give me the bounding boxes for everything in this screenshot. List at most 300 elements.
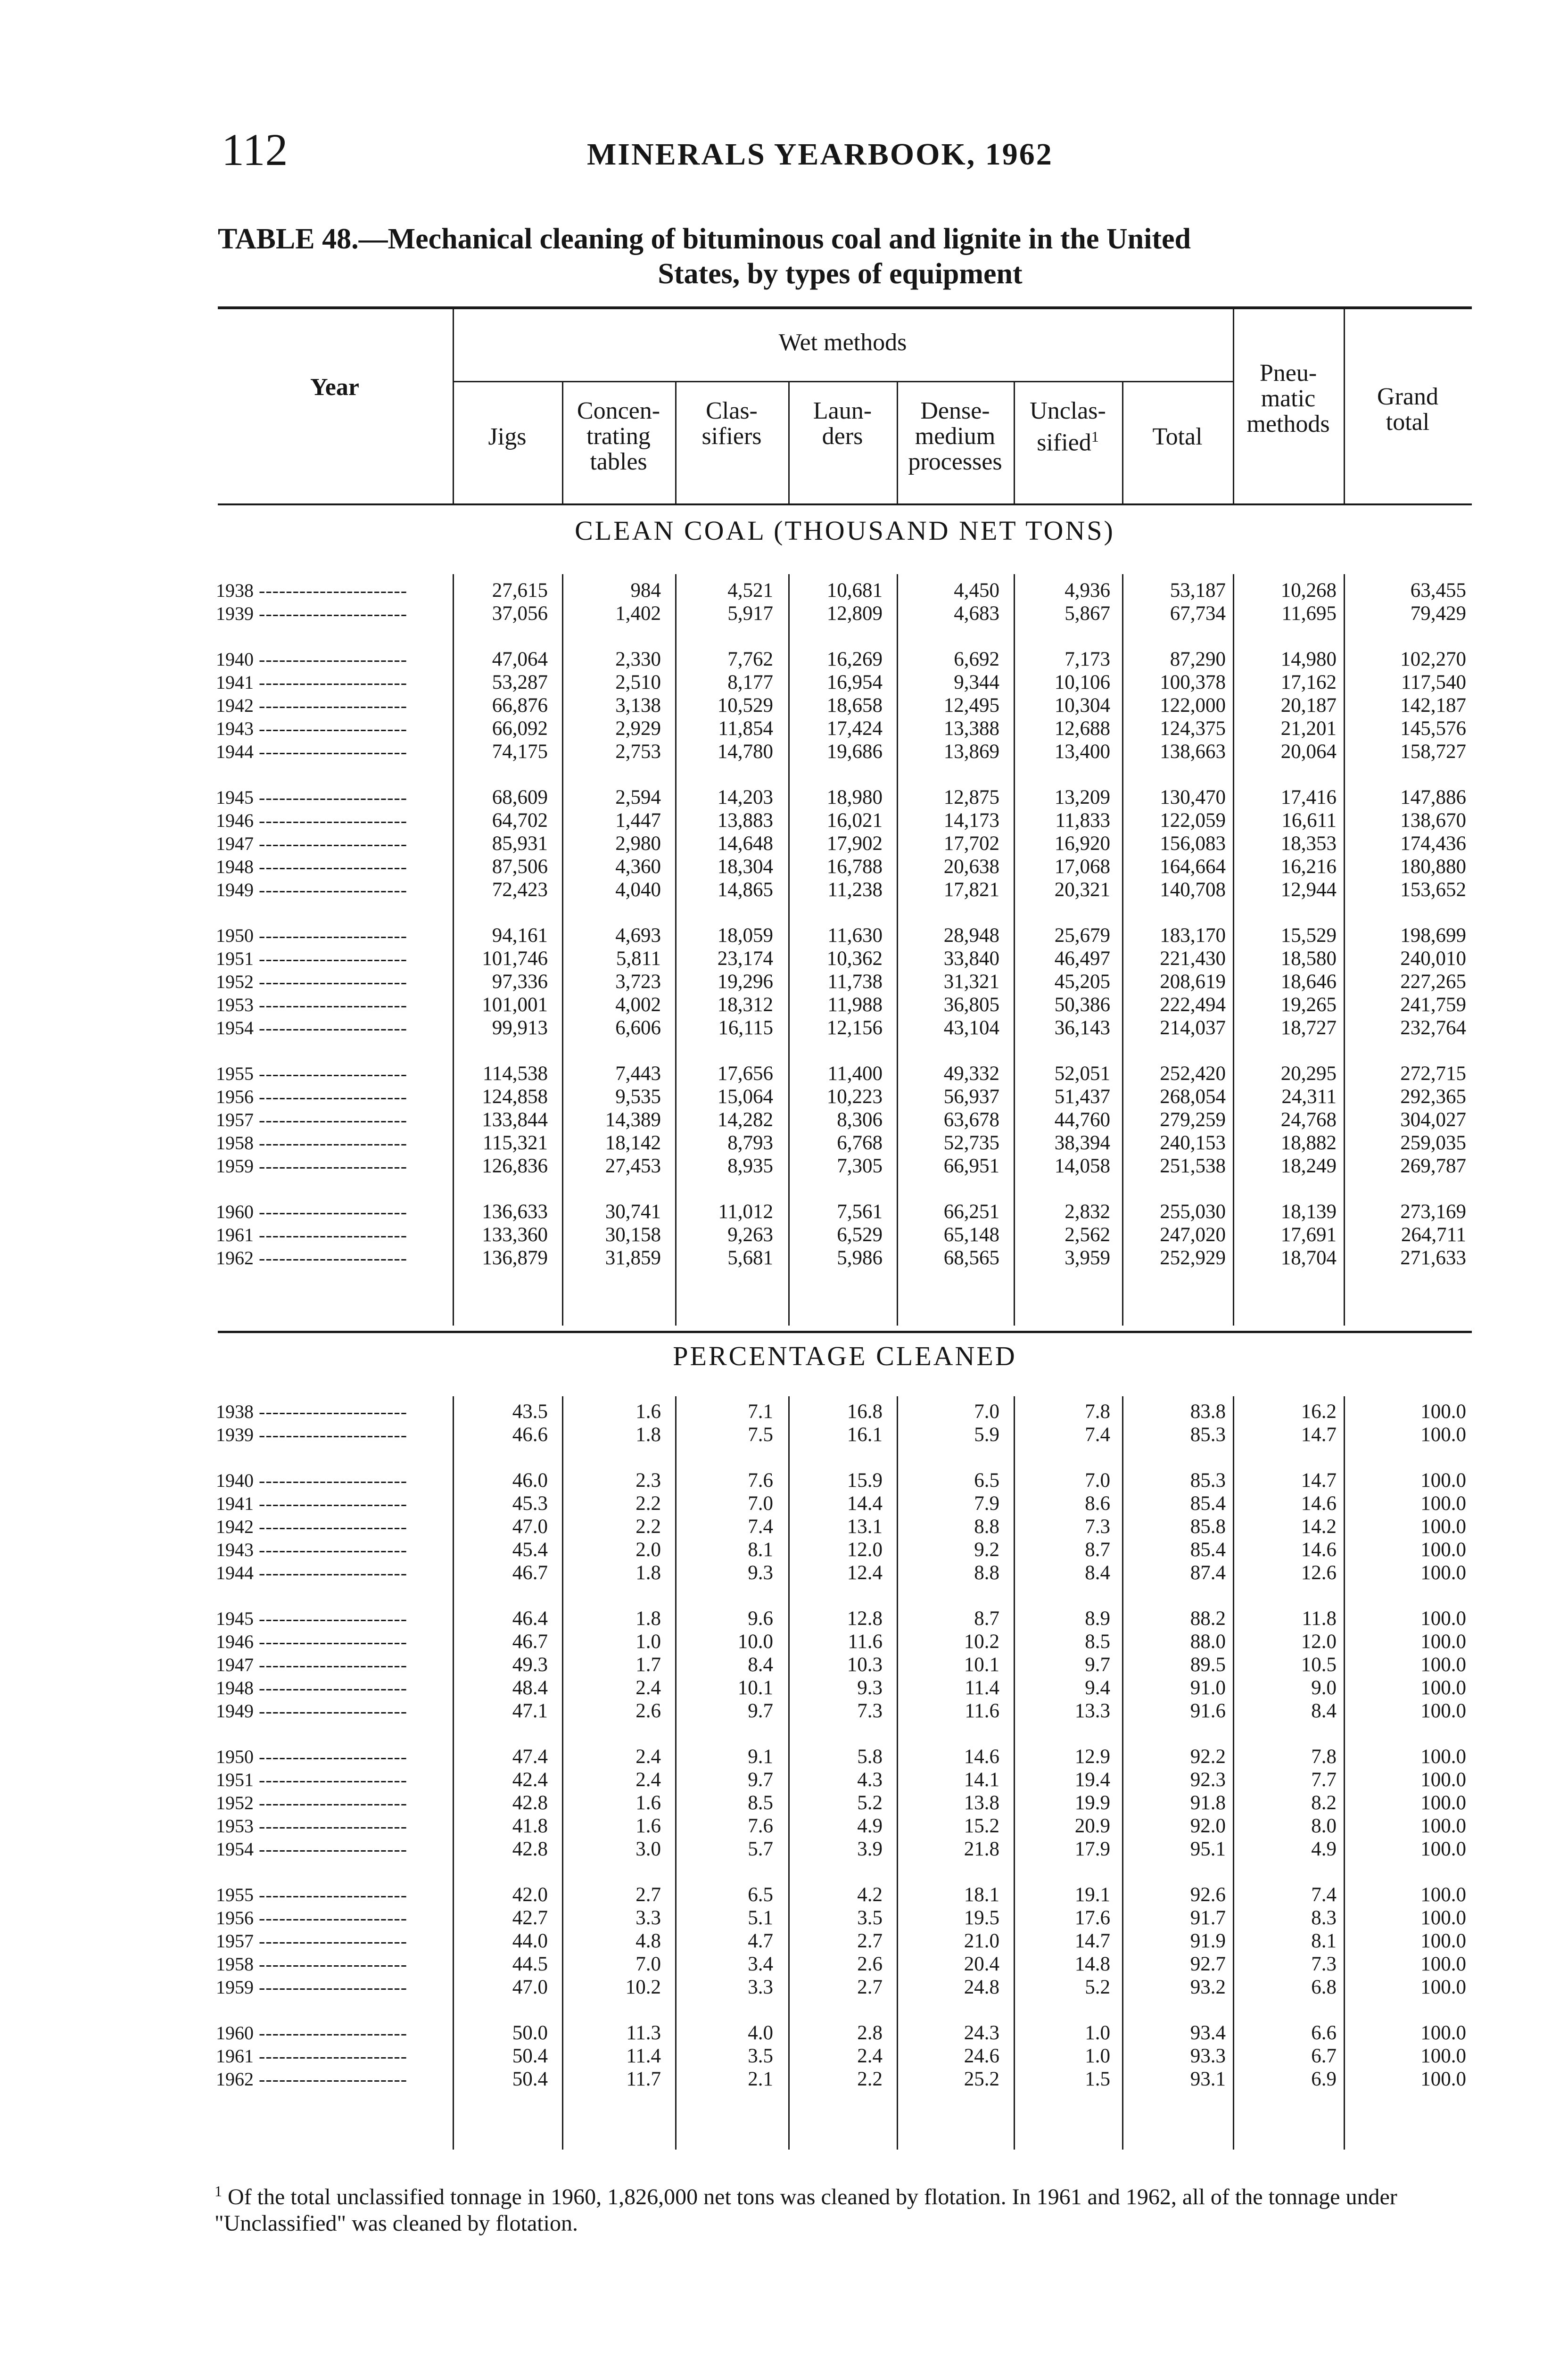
row-year-label: 1939: [216, 603, 254, 624]
cell-grand-total: 100.0: [1420, 2068, 1466, 2090]
cell-total: 100,378: [1160, 671, 1226, 693]
dot-leader: ----------------------: [254, 2022, 408, 2044]
section-rule: [218, 1331, 1472, 1333]
row-year-label: 1961: [216, 2045, 254, 2067]
cell-concentrating-tables: 11.7: [626, 2068, 661, 2090]
cell-grand-total: 100.0: [1420, 1677, 1466, 1699]
cell-jigs: 47.1: [512, 1700, 548, 1722]
cell-concentrating-tables: 4.8: [635, 1930, 661, 1952]
dot-leader: ----------------------: [254, 741, 408, 762]
cell-concentrating-tables: 18,142: [605, 1132, 661, 1154]
row-year: [216, 717, 407, 740]
cell-classifiers: 6.5: [748, 1884, 773, 1906]
cell-grand-total: 117,540: [1401, 671, 1466, 693]
cell-classifiers: 9.6: [748, 1607, 773, 1630]
cell-launders: 15.9: [847, 1469, 883, 1492]
cell-concentrating-tables: 2,980: [615, 832, 661, 855]
cell-dense-medium: 56,937: [943, 1086, 999, 1108]
row-year-label: 1956: [216, 1086, 254, 1107]
cell-grand-total: 100.0: [1420, 1769, 1466, 1791]
cell-pneumatic: 6.7: [1311, 2045, 1337, 2067]
cell-concentrating-tables: 1.6: [635, 1792, 661, 1814]
cell-launders: 12.8: [847, 1607, 883, 1630]
cell-pneumatic: 18,353: [1280, 832, 1337, 855]
row-year-label: 1943: [216, 718, 254, 739]
cell-grand-total: 100.0: [1420, 1631, 1466, 1653]
row-year-label: 1938: [216, 1401, 254, 1422]
row-year-label: 1960: [216, 1201, 254, 1222]
cell-jigs: 48.4: [512, 1677, 548, 1699]
cell-launders: 11,238: [827, 879, 883, 901]
cell-concentrating-tables: 2,510: [615, 671, 661, 693]
cell-concentrating-tables: 984: [630, 579, 661, 602]
cell-unclassified: 36,143: [1054, 1017, 1110, 1039]
body-column-rule: [1344, 1396, 1345, 2150]
cell-grand-total: 142,187: [1400, 694, 1466, 717]
caption-line-2: States, by types of equipment: [658, 258, 1023, 290]
cell-pneumatic: 8.3: [1311, 1907, 1337, 1929]
cell-concentrating-tables: 5,811: [616, 948, 661, 970]
row-year: [216, 809, 407, 832]
cell-concentrating-tables: 7.0: [635, 1953, 661, 1975]
cell-pneumatic: 7.7: [1311, 1769, 1337, 1791]
cell-jigs: 44.0: [512, 1930, 548, 1952]
cell-launders: 4.9: [857, 1815, 883, 1837]
row-year-label: 1953: [216, 1815, 254, 1837]
cell-launders: 7,305: [837, 1155, 883, 1177]
cell-unclassified: 4,936: [1065, 579, 1110, 602]
cell-launders: 10,223: [826, 1086, 883, 1108]
cell-jigs: 136,879: [482, 1247, 548, 1269]
cell-jigs: 50.4: [512, 2068, 548, 2090]
cell-concentrating-tables: 31,859: [605, 1247, 661, 1269]
row-year: [216, 1883, 407, 1906]
cell-grand-total: 240,010: [1400, 948, 1466, 970]
cell-total: 87.4: [1190, 1562, 1226, 1584]
dot-leader: ----------------------: [254, 1631, 408, 1652]
cell-total: 85.3: [1190, 1469, 1226, 1492]
dot-leader: ----------------------: [254, 787, 408, 808]
cell-jigs: 115,321: [482, 1132, 548, 1154]
cell-dense-medium: 66,951: [943, 1155, 999, 1177]
cell-concentrating-tables: 3.0: [635, 1838, 661, 1860]
cell-unclassified: 11,833: [1055, 809, 1110, 832]
cell-concentrating-tables: 4,360: [615, 856, 661, 878]
header-year: Year: [310, 374, 359, 401]
row-year: [216, 1400, 407, 1423]
header-column-rule: [788, 382, 790, 503]
cell-classifiers: 23,174: [717, 948, 773, 970]
row-year: [216, 1561, 407, 1584]
dot-leader: ----------------------: [254, 925, 408, 946]
cell-jigs: 74,175: [492, 741, 548, 763]
cell-classifiers: 8.1: [748, 1539, 773, 1561]
cell-launders: 3.5: [857, 1907, 883, 1929]
cell-pneumatic: 18,646: [1280, 971, 1337, 993]
cell-total: 93.1: [1190, 2068, 1226, 2090]
cell-classifiers: 14,203: [717, 786, 773, 808]
cell-launders: 2.2: [857, 2068, 883, 2090]
cell-grand-total: 153,652: [1400, 879, 1466, 901]
row-year-label: 1946: [216, 810, 254, 831]
dot-leader: ----------------------: [254, 1884, 408, 1905]
row-year-label: 1961: [216, 1224, 254, 1245]
cell-total: 95.1: [1190, 1838, 1226, 1860]
cell-concentrating-tables: 2.7: [635, 1884, 661, 1906]
row-year: [216, 1423, 407, 1446]
cell-grand-total: 102,270: [1400, 648, 1466, 670]
dot-leader: ----------------------: [254, 672, 408, 693]
cell-launders: 6,768: [837, 1132, 883, 1154]
cell-grand-total: 100.0: [1420, 1607, 1466, 1630]
dot-leader: ----------------------: [254, 1907, 408, 1928]
cell-pneumatic: 6.9: [1311, 2068, 1337, 2090]
cell-total: 83.8: [1190, 1401, 1226, 1423]
dot-leader: ----------------------: [254, 1815, 408, 1837]
dot-leader: ----------------------: [254, 879, 408, 900]
cell-jigs: 49.3: [512, 1654, 548, 1676]
cell-pneumatic: 10.5: [1301, 1654, 1337, 1676]
cell-jigs: 136,633: [482, 1201, 548, 1223]
cell-launders: 19,686: [826, 741, 883, 763]
cell-classifiers: 10.1: [737, 1677, 773, 1699]
cell-concentrating-tables: 6,606: [615, 1017, 661, 1039]
cell-classifiers: 8,935: [727, 1155, 773, 1177]
cell-concentrating-tables: 1.8: [635, 1424, 661, 1446]
cell-total: 85.8: [1190, 1516, 1226, 1538]
cell-pneumatic: 7.4: [1311, 1884, 1337, 1906]
cell-grand-total: 100.0: [1420, 1654, 1466, 1676]
cell-concentrating-tables: 4,693: [615, 924, 661, 947]
cell-pneumatic: 7.3: [1311, 1953, 1337, 1975]
row-year: [216, 1607, 407, 1630]
row-year: [216, 1492, 407, 1515]
row-year: [216, 1699, 407, 1722]
cell-classifiers: 7.6: [748, 1815, 773, 1837]
cell-dense-medium: 13,388: [943, 717, 999, 740]
cell-concentrating-tables: 3,138: [615, 694, 661, 717]
cell-dense-medium: 11.4: [965, 1677, 999, 1699]
cell-total: 183,170: [1160, 924, 1226, 947]
cell-dense-medium: 14.6: [964, 1746, 999, 1768]
header-unclassified-label: Unclas- sified: [1030, 397, 1106, 456]
cell-unclassified: 7.8: [1085, 1401, 1110, 1423]
cell-pneumatic: 17,691: [1280, 1224, 1337, 1246]
row-year-label: 1941: [216, 672, 254, 693]
cell-classifiers: 18,059: [717, 924, 773, 947]
cell-unclassified: 14,058: [1054, 1155, 1110, 1177]
row-year-label: 1948: [216, 1677, 254, 1698]
cell-classifiers: 19,296: [717, 971, 773, 993]
row-year-label: 1948: [216, 856, 254, 877]
cell-concentrating-tables: 4,040: [615, 879, 661, 901]
page-number: 112: [222, 124, 288, 175]
cell-grand-total: 304,027: [1400, 1109, 1466, 1131]
cell-dense-medium: 33,840: [943, 948, 999, 970]
cell-dense-medium: 28,948: [943, 924, 999, 947]
cell-total: 268,054: [1160, 1086, 1226, 1108]
cell-total: 93.2: [1190, 1976, 1226, 1998]
row-year: [216, 1016, 407, 1039]
dot-leader: ----------------------: [254, 1654, 408, 1675]
cell-concentrating-tables: 2,929: [615, 717, 661, 740]
header-dense-medium: Dense- medium processes: [908, 397, 1002, 475]
cell-unclassified: 25,679: [1054, 924, 1110, 947]
cell-launders: 4.3: [857, 1769, 883, 1791]
row-year: [216, 1976, 407, 1999]
cell-classifiers: 18,304: [717, 856, 773, 878]
cell-pneumatic: 18,882: [1280, 1132, 1337, 1154]
cell-classifiers: 14,780: [717, 741, 773, 763]
cell-classifiers: 5.7: [748, 1838, 773, 1860]
dot-leader: ----------------------: [254, 1539, 408, 1560]
cell-unclassified: 2,562: [1065, 1224, 1110, 1246]
row-year: [216, 648, 407, 671]
dot-leader: ----------------------: [254, 1155, 408, 1177]
cell-pneumatic: 12.6: [1301, 1562, 1337, 1584]
row-year-label: 1962: [216, 1247, 254, 1269]
row-year: [216, 1062, 407, 1085]
cell-grand-total: 100.0: [1420, 1492, 1466, 1515]
cell-classifiers: 8,177: [727, 671, 773, 693]
cell-total: 124,375: [1160, 717, 1226, 740]
cell-grand-total: 158,727: [1400, 741, 1466, 763]
row-year-label: 1953: [216, 994, 254, 1015]
dot-leader: ----------------------: [254, 649, 408, 670]
cell-dense-medium: 8.7: [974, 1607, 999, 1630]
cell-grand-total: 271,633: [1400, 1247, 1466, 1269]
cell-pneumatic: 8.0: [1311, 1815, 1337, 1837]
cell-pneumatic: 15,529: [1280, 924, 1337, 947]
cell-grand-total: 232,764: [1400, 1017, 1466, 1039]
cell-launders: 11,988: [827, 994, 883, 1016]
cell-concentrating-tables: 7,443: [615, 1063, 661, 1085]
cell-jigs: 37,056: [492, 602, 548, 625]
cell-launders: 13.1: [847, 1516, 883, 1538]
cell-classifiers: 7.1: [748, 1401, 773, 1423]
cell-classifiers: 8.5: [748, 1792, 773, 1814]
row-year-label: 1944: [216, 741, 254, 762]
cell-pneumatic: 18,139: [1280, 1201, 1337, 1223]
row-year: [216, 2068, 407, 2091]
header-concentrating-tables: Concen- trating tables: [577, 397, 660, 475]
cell-jigs: 50.0: [512, 2022, 548, 2044]
header-pneumatic: Pneu- matic methods: [1246, 360, 1330, 437]
cell-launders: 12,809: [826, 602, 883, 625]
cell-launders: 2.7: [857, 1930, 883, 1952]
row-year: [216, 1653, 407, 1676]
cell-pneumatic: 21,201: [1280, 717, 1337, 740]
cell-grand-total: 147,886: [1400, 786, 1466, 808]
cell-classifiers: 7.0: [748, 1492, 773, 1515]
body-column-rule: [1344, 574, 1345, 1326]
cell-jigs: 47.0: [512, 1976, 548, 1998]
row-year-label: 1942: [216, 1516, 254, 1537]
cell-grand-total: 100.0: [1420, 1907, 1466, 1929]
cell-concentrating-tables: 3.3: [635, 1907, 661, 1929]
row-year: [216, 2021, 407, 2044]
cell-concentrating-tables: 1,402: [615, 602, 661, 625]
cell-concentrating-tables: 1.8: [635, 1607, 661, 1630]
row-year: [216, 602, 407, 625]
cell-unclassified: 1.0: [1085, 2045, 1110, 2067]
cell-classifiers: 10,529: [717, 694, 773, 717]
header-unclassified: [1014, 398, 1122, 455]
dot-leader: ----------------------: [254, 1017, 408, 1038]
cell-grand-total: 180,880: [1400, 856, 1466, 878]
cell-pneumatic: 8.2: [1311, 1792, 1337, 1814]
cell-grand-total: 100.0: [1420, 2022, 1466, 2044]
cell-concentrating-tables: 27,453: [605, 1155, 661, 1177]
cell-pneumatic: 12,944: [1280, 879, 1337, 901]
cell-jigs: 87,506: [492, 856, 548, 878]
cell-classifiers: 13,883: [717, 809, 773, 832]
cell-dense-medium: 12,875: [943, 786, 999, 808]
row-year-label: 1947: [216, 1654, 254, 1675]
cell-dense-medium: 12,495: [943, 694, 999, 717]
cell-pneumatic: 18,727: [1280, 1017, 1337, 1039]
cell-grand-total: 264,711: [1401, 1224, 1466, 1246]
cell-unclassified: 8.7: [1085, 1539, 1110, 1561]
cell-unclassified: 51,437: [1054, 1086, 1110, 1108]
row-year-label: 1952: [216, 971, 254, 992]
cell-jigs: 50.4: [512, 2045, 548, 2067]
cell-total: 92.2: [1190, 1746, 1226, 1768]
cell-grand-total: 100.0: [1420, 1539, 1466, 1561]
row-year-label: 1957: [216, 1109, 254, 1130]
row-year-label: 1959: [216, 1977, 254, 1998]
cell-launders: 17,902: [826, 832, 883, 855]
cell-total: 93.4: [1190, 2022, 1226, 2044]
cell-jigs: 27,615: [492, 579, 548, 602]
cell-jigs: 97,336: [492, 971, 548, 993]
cell-grand-total: 100.0: [1420, 1815, 1466, 1837]
cell-jigs: 43.5: [512, 1401, 548, 1423]
cell-dense-medium: 7.0: [974, 1401, 999, 1423]
cell-concentrating-tables: 3,723: [615, 971, 661, 993]
cell-pneumatic: 6.6: [1311, 2022, 1337, 2044]
cell-jigs: 47,064: [492, 648, 548, 670]
cell-total: 89.5: [1190, 1654, 1226, 1676]
cell-dense-medium: 5.9: [974, 1424, 999, 1446]
cell-concentrating-tables: 9,535: [615, 1086, 661, 1108]
cell-jigs: 46.7: [512, 1562, 548, 1584]
dot-leader: ----------------------: [254, 603, 408, 624]
cell-dense-medium: 31,321: [943, 971, 999, 993]
cell-unclassified: 10,304: [1054, 694, 1110, 717]
cell-total: 222,494: [1160, 994, 1226, 1016]
cell-launders: 10,362: [826, 948, 883, 970]
row-year: [216, 924, 407, 947]
cell-total: 91.9: [1190, 1930, 1226, 1952]
header-jigs: Jigs: [488, 423, 527, 450]
cell-concentrating-tables: 30,158: [605, 1224, 661, 1246]
cell-total: 53,187: [1170, 579, 1226, 602]
cell-concentrating-tables: 2.2: [635, 1516, 661, 1538]
cell-classifiers: 2.1: [748, 2068, 773, 2090]
cell-dense-medium: 4,683: [954, 602, 999, 625]
cell-total: 279,259: [1160, 1109, 1226, 1131]
row-year-label: 1949: [216, 879, 254, 900]
cell-jigs: 42.0: [512, 1884, 548, 1906]
cell-dense-medium: 36,805: [943, 994, 999, 1016]
row-year: [216, 1929, 407, 1953]
cell-unclassified: 13.3: [1074, 1700, 1110, 1722]
cell-unclassified: 5.2: [1085, 1976, 1110, 1998]
footnote-ref: 1: [1091, 428, 1099, 445]
cell-pneumatic: 8.4: [1311, 1700, 1337, 1722]
cell-classifiers: 11,854: [718, 717, 773, 740]
cell-pneumatic: 16,216: [1280, 856, 1337, 878]
cell-unclassified: 20.9: [1074, 1815, 1110, 1837]
cell-grand-total: 100.0: [1420, 1976, 1466, 1998]
cell-pneumatic: 17,162: [1280, 671, 1337, 693]
cell-total: 130,470: [1160, 786, 1226, 808]
dot-leader: ----------------------: [254, 1677, 408, 1698]
cell-total: 93.3: [1190, 2045, 1226, 2067]
cell-classifiers: 7.4: [748, 1516, 773, 1538]
cell-pneumatic: 14.6: [1301, 1492, 1337, 1515]
cell-classifiers: 5,681: [727, 1247, 773, 1269]
cell-grand-total: 100.0: [1420, 1746, 1466, 1768]
dot-leader: ----------------------: [254, 1247, 408, 1269]
cell-grand-total: 63,455: [1410, 579, 1466, 602]
cell-pneumatic: 24,311: [1281, 1086, 1337, 1108]
row-year-label: 1958: [216, 1132, 254, 1154]
cell-classifiers: 9.7: [748, 1769, 773, 1791]
cell-grand-total: 100.0: [1420, 1562, 1466, 1584]
cell-classifiers: 7,762: [727, 648, 773, 670]
row-year: [216, 786, 407, 809]
cell-grand-total: 100.0: [1420, 1424, 1466, 1446]
header-column-rule: [1122, 382, 1123, 503]
cell-concentrating-tables: 1.8: [635, 1562, 661, 1584]
cell-unclassified: 10,106: [1054, 671, 1110, 693]
cell-jigs: 45.3: [512, 1492, 548, 1515]
table-top-rule: [218, 306, 1472, 309]
cell-classifiers: 3.5: [748, 2045, 773, 2067]
dot-leader: ----------------------: [254, 1792, 408, 1813]
row-year-label: 1944: [216, 1562, 254, 1583]
cell-classifiers: 9.3: [748, 1562, 773, 1584]
cell-jigs: 42.8: [512, 1792, 548, 1814]
row-year-label: 1952: [216, 1792, 254, 1813]
section-title-clean-coal: CLEAN COAL (THOUSAND NET TONS): [575, 515, 1115, 546]
running-title: MINERALS YEARBOOK, 1962: [587, 137, 1053, 172]
cell-launders: 14.4: [847, 1492, 883, 1515]
cell-launders: 16,954: [826, 671, 883, 693]
cell-classifiers: 8,793: [727, 1132, 773, 1154]
cell-pneumatic: 20,064: [1280, 741, 1337, 763]
cell-dense-medium: 7.9: [974, 1492, 999, 1515]
footnote-text: Of the total unclassified tonnage in 1960, 1,826,000 net tons was cleaned by flotation. In 1961 and 1962, all of the tonnage under "Unclassified" was cleaned by flotation.: [215, 2184, 1397, 2236]
cell-concentrating-tables: 2.4: [635, 1677, 661, 1699]
cell-classifiers: 17,656: [717, 1063, 773, 1085]
cell-unclassified: 44,760: [1054, 1109, 1110, 1131]
cell-unclassified: 17.9: [1074, 1838, 1110, 1860]
cell-classifiers: 7.6: [748, 1469, 773, 1492]
row-year: [216, 2044, 407, 2068]
cell-classifiers: 3.3: [748, 1976, 773, 1998]
cell-classifiers: 7.5: [748, 1424, 773, 1446]
cell-pneumatic: 6.8: [1311, 1976, 1337, 1998]
cell-pneumatic: 11,695: [1281, 602, 1337, 625]
row-year: [216, 1538, 407, 1561]
cell-unclassified: 16,920: [1054, 832, 1110, 855]
cell-unclassified: 3,959: [1065, 1247, 1110, 1269]
cell-total: 85.3: [1190, 1424, 1226, 1446]
dot-leader: ----------------------: [254, 1700, 408, 1722]
